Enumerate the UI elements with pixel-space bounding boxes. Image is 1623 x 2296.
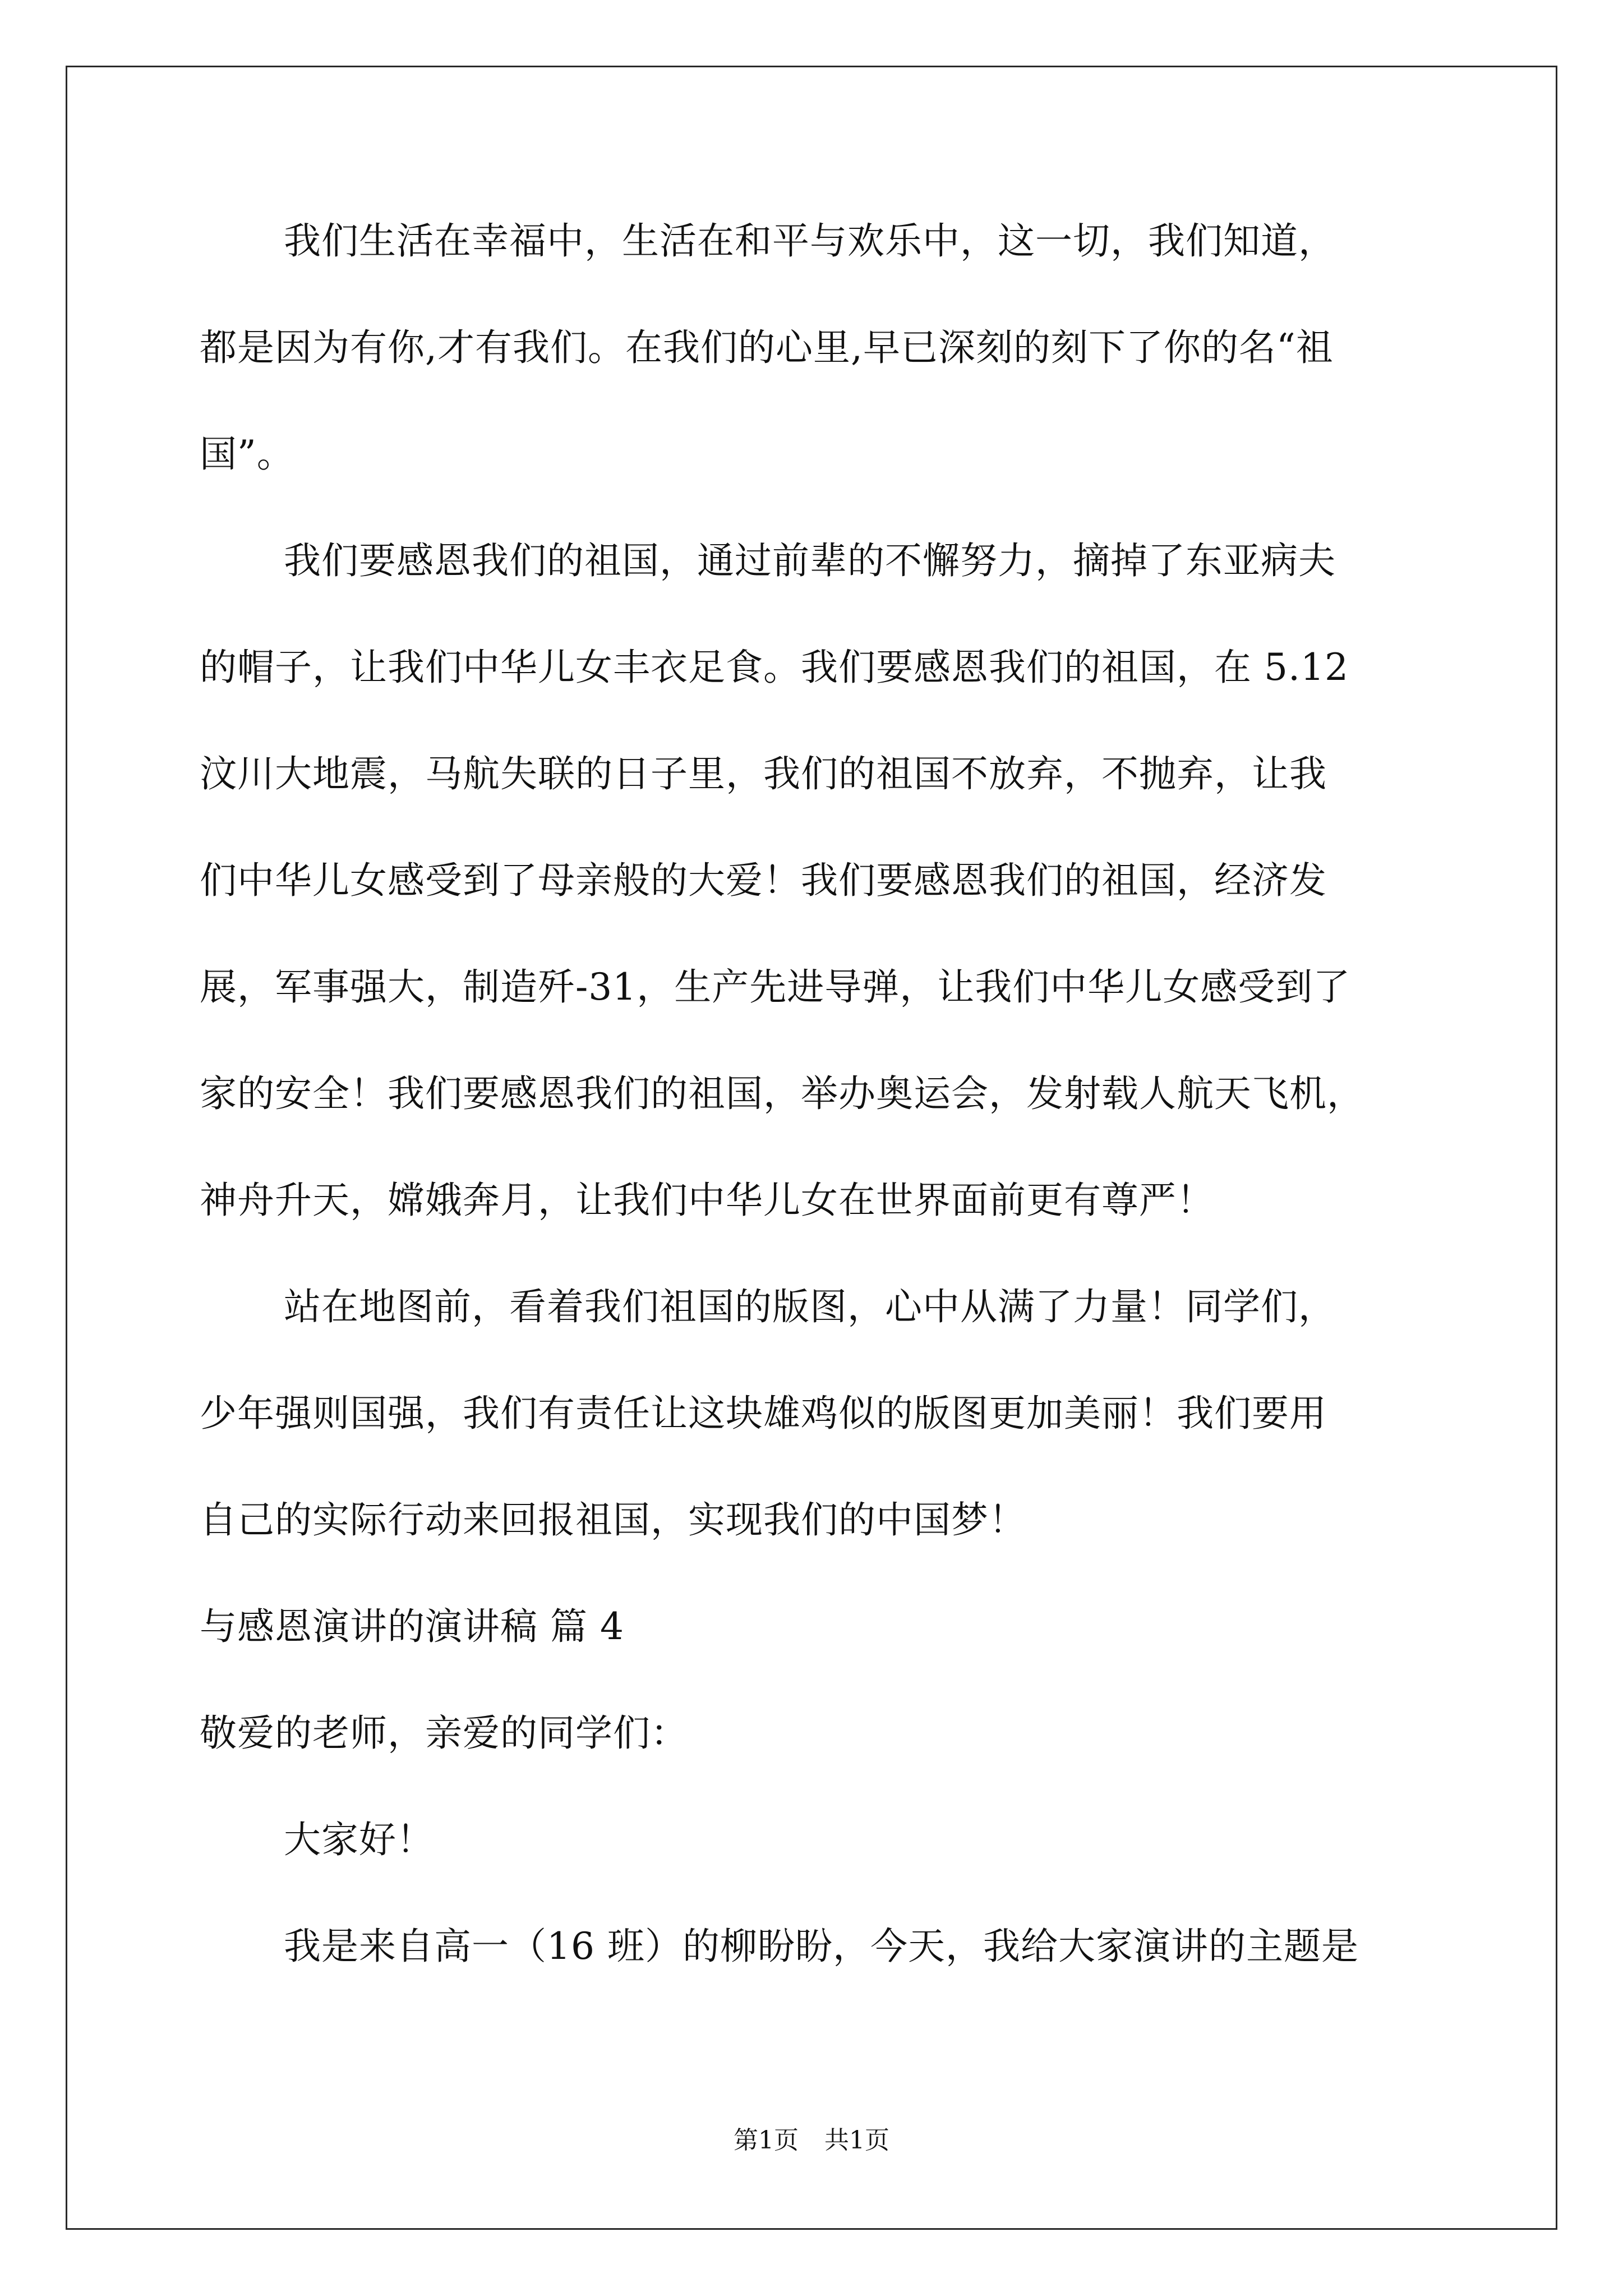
paragraph-line: 我是来自高一（16 班）的柳盼盼，今天，我给大家演讲的主题是 [284,1925,1359,1968]
paragraph-line: 我们要感恩我们的祖国，通过前辈的不懈努力，摘掉了东亚病夫 [284,539,1336,582]
paragraph-line: 站在地图前，看着我们祖国的版图，心中从满了力量！同学们， [284,1285,1336,1328]
paragraph-line: 国”。 [200,432,294,476]
page-number-total: 共1页 [824,2126,889,2155]
salutation: 敬爱的老师，亲爱的同学们： [200,1711,688,1755]
page-number-current: 第1页 [734,2126,799,2155]
paragraph-line: 汶川大地震，马航失联的日子里，我们的祖国不放弃，不抛弃，让我 [200,752,1327,795]
paragraph-line: 们中华儿女感受到了母亲般的大爱！我们要感恩我们的祖国，经济发 [200,859,1327,902]
paragraph-line: 神舟升天，嫦娥奔月，让我们中华儿女在世界面前更有尊严！ [200,1179,1214,1222]
paragraph-line: 展，军事强大，制造歼-31，生产先进导弹，让我们中华儿女感受到了 [200,965,1351,1009]
paragraph-line: 家的安全！我们要感恩我们的祖国，举办奥运会，发射载人航天飞机， [200,1072,1364,1115]
page-border [66,66,1557,2230]
paragraph-line: 我们生活在幸福中，生活在和平与欢乐中，这一切，我们知道， [284,219,1336,263]
page-footer [0,2125,1623,2156]
greeting: 大家好！ [284,1818,434,1861]
paragraph-line: 自己的实际行动来回报祖国，实现我们的中国梦！ [200,1498,1026,1542]
paragraph-line: 少年强则国强，我们有责任让这块雄鸡似的版图更加美丽！我们要用 [200,1392,1327,1435]
paragraph-line: 的帽子，让我们中华儿女丰衣足食。我们要感恩我们的祖国，在 5.12 [200,646,1349,689]
paragraph-line: 都是因为有你,才有我们。在我们的心里,早已深刻的刻下了你的名“祖 [200,326,1334,369]
section-heading: 与感恩演讲的演讲稿 篇 4 [200,1605,624,1648]
